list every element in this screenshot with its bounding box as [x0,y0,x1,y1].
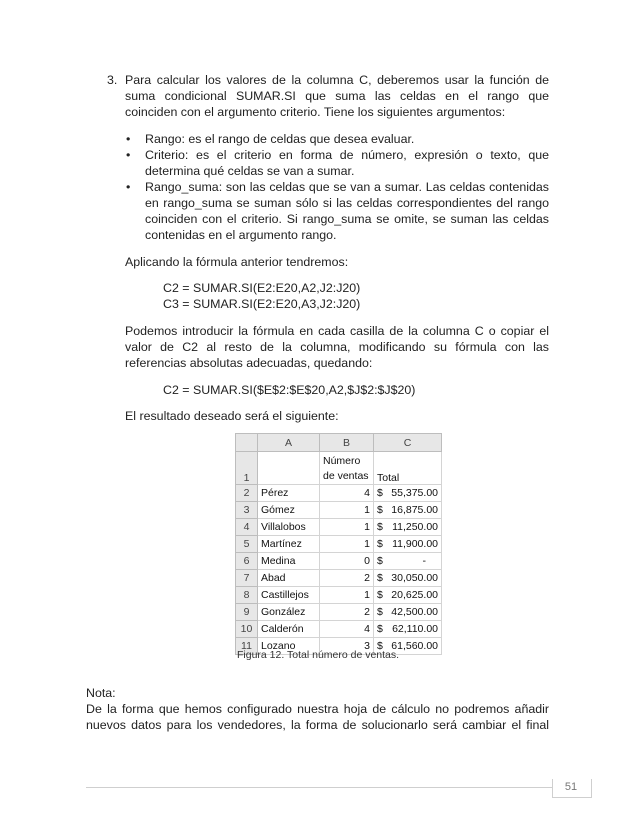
result-text: El resultado deseado será el siguiente: [125,409,339,423]
table-row [236,604,442,621]
cell-name: González [258,604,320,621]
item3-line-3: coinciden con el argumento criterio. Tiene los siguientes argumentos: [125,105,506,119]
row-number: 5 [236,536,258,553]
column-header-row [236,434,442,452]
bullet-rango-suma-line-4: contenidas en el argumento rango. [145,228,337,242]
total-amount: - [422,555,426,567]
table-row [236,502,442,519]
bullet-rango-suma-line-2: en rango_suma se suman sólo si las celdas correspondientes del rango [145,196,549,210]
cell-total [374,502,442,519]
total-amount: 16,875.00 [391,504,438,516]
copy-para-line-1: Podemos introducir la fórmula en cada casilla de la columna C o copiar el [125,324,549,338]
table-row [236,452,442,485]
total-amount: 61,560.00 [391,640,438,652]
currency-symbol: $ [377,504,383,516]
currency-symbol: $ [377,606,383,618]
corner-cell [236,434,258,452]
row-number: 3 [236,502,258,519]
total-amount: 30,050.00 [391,572,438,584]
cell-sales: 2 [320,604,374,621]
bullet-criterio-line-1: Criterio: es el criterio en forma de número, expresión o texto, que [145,148,549,162]
table-row [236,621,442,638]
table-row [236,485,442,502]
cell-total [374,570,442,587]
column-header-a: A [258,434,320,452]
cell-name: Abad [258,570,320,587]
total-amount: 62,110.00 [392,623,438,635]
total-amount: 11,900.00 [392,538,438,550]
total-amount: 55,375.00 [391,487,438,499]
copy-para-line-2: valor de C2 al resto de la columna, modificando su fórmula con las [125,340,549,354]
bullet-symbol: • [126,132,131,146]
cell-sales: 4 [320,621,374,638]
cell-name: Pérez [258,485,320,502]
currency-symbol: $ [377,572,383,584]
cell-sales: 2 [320,570,374,587]
list-number: 3. [107,73,118,87]
row-number: 6 [236,553,258,570]
formula-absolute: C2 = SUMAR.SI($E$2:$E$20,A2,$J$2:$J$20) [163,383,416,397]
cell-total [374,621,442,638]
table-row [236,519,442,536]
cell-total [374,604,442,621]
currency-symbol: $ [377,640,383,652]
bullet-rango-suma-line-3: coinciden con el criterio. Si rango_suma se omite, se suman las celdas [145,212,549,226]
table-row [236,587,442,604]
cell-total [374,519,442,536]
row-number: 4 [236,519,258,536]
currency-symbol: $ [377,487,383,499]
cell-total [374,485,442,502]
cell-b1 [320,452,374,485]
page-number: 51 [564,781,578,793]
currency-symbol: $ [377,521,383,533]
bullet-criterio-line-2: determina qué celdas se van a sumar. [145,164,355,178]
cell-total [374,536,442,553]
item3-line-1: Para calcular los valores de la columna C, deberemos usar la función de [125,73,549,87]
row-number: 7 [236,570,258,587]
item3-line-2: suma condicional SUMAR.SI que suma las celdas en el rango que [125,89,549,103]
cell-name: Castillejos [258,587,320,604]
row-number: 9 [236,604,258,621]
cell-sales: 3 [320,638,374,655]
row-number: 8 [236,587,258,604]
total-amount: 11,250.00 [392,521,438,533]
table-row [236,570,442,587]
currency-symbol: $ [377,589,383,601]
bullet-symbol: • [126,148,131,162]
cell-name: Medina [258,553,320,570]
header-number-line2: de ventas [323,470,369,482]
bullet-rango: Rango: es el rango de celdas que desea evaluar. [145,132,415,146]
note-line-2: nuevos datos para los vendedores, la forma de solucionarlo será cambiar el final [86,718,549,732]
copy-para-line-3: referencias absolutas adecuadas, quedando: [125,356,373,370]
cell-sales: 4 [320,485,374,502]
cell-total [374,587,442,604]
currency-symbol: $ [377,538,383,550]
cell-name: Villalobos [258,519,320,536]
note-title: Nota: [86,686,116,700]
formula-c2: C2 = SUMAR.SI(E2:E20,A2,J2:J20) [163,281,361,295]
cell-total [374,553,442,570]
currency-symbol: $ [377,623,383,635]
cell-name: Gómez [258,502,320,519]
footer-rule [86,787,552,788]
cell-sales: 1 [320,502,374,519]
column-header-b: B [320,434,374,452]
row-number: 1 [236,452,258,485]
formula-c3: C3 = SUMAR.SI(E2:E20,A3,J2:J20) [163,297,361,311]
cell-name: Martínez [258,536,320,553]
row-number: 10 [236,621,258,638]
row-number: 2 [236,485,258,502]
figure-caption: Figura 12. Total número de ventas. [237,649,400,661]
row-number: 11 [236,638,258,655]
cell-sales: 1 [320,519,374,536]
spreadsheet-figure [235,433,441,652]
currency-symbol: $ [377,555,383,567]
cell-c1: Total [374,452,442,485]
table-row [236,553,442,570]
bullet-symbol: • [126,180,131,194]
header-number-line1: Número [323,455,361,467]
bullet-rango-suma-line-1: Rango_suma: son las celdas que se van a sumar. Las celdas contenidas [145,180,549,194]
total-amount: 42,500.00 [391,606,438,618]
cell-sales: 1 [320,587,374,604]
applying-text: Aplicando la fórmula anterior tendremos: [125,255,349,269]
column-header-c: C [374,434,442,452]
note-line-1: De la forma que hemos configurado nuestra hoja de cálculo no podremos añadir [86,702,549,716]
cell-name: Calderón [258,621,320,638]
total-amount: 20,625.00 [391,589,438,601]
cell-sales: 0 [320,553,374,570]
table-row [236,536,442,553]
cell-sales: 1 [320,536,374,553]
cell-name: Lozano [258,638,320,655]
cell-a1 [258,452,320,485]
